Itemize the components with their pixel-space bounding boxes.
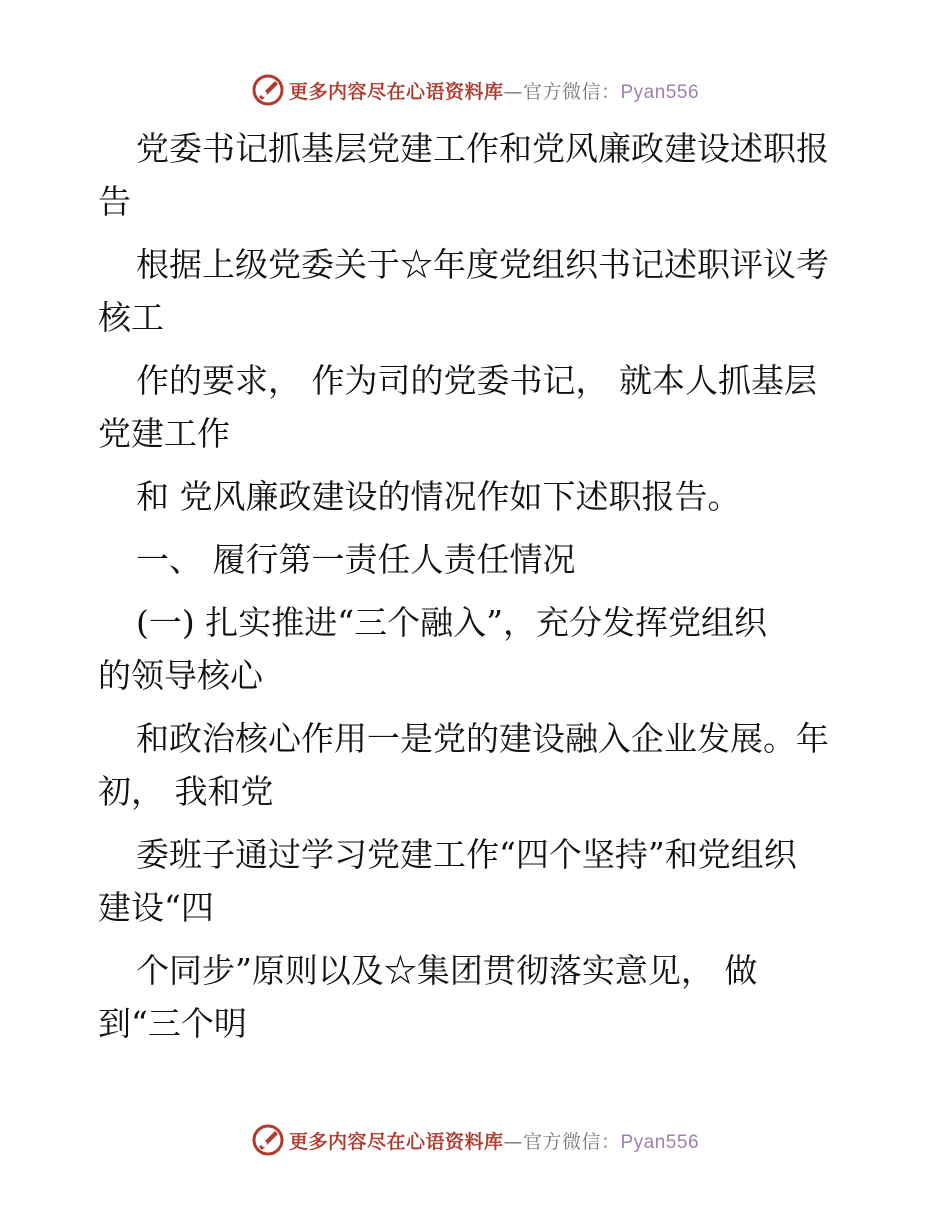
paragraph-line: 党委书记抓基层党建工作和党风廉政建设述职报 xyxy=(136,129,829,168)
paragraph-line-cont: 初， 我和党 xyxy=(98,772,274,811)
paragraph-8 xyxy=(98,828,858,934)
watermark-account: Pyan556 xyxy=(620,1131,700,1153)
paragraph-6 xyxy=(98,596,858,702)
paragraph-line: 个同步”原则以及☆集团贯彻落实意见， 做 xyxy=(136,951,758,990)
paragraph-line: 委班子通过学习党建工作“四个坚持”和党组织 xyxy=(136,835,797,874)
section-heading-1 xyxy=(98,533,858,586)
paragraph-line-cont: 建设“四 xyxy=(98,888,214,927)
paragraph-line: 作的要求， 作为司的党委书记， 就本人抓基层 xyxy=(136,361,817,400)
watermark-dash: — xyxy=(503,1130,523,1153)
footer-watermark-banner xyxy=(0,1120,950,1160)
paragraph-line: 一、 履行第一责任人责任情况 xyxy=(136,540,576,579)
watermark-dash: — xyxy=(503,80,523,103)
paragraph-1 xyxy=(98,122,858,228)
watermark-account: Pyan556 xyxy=(620,81,700,103)
paragraph-line-cont: 的领导核心 xyxy=(98,656,263,695)
paragraph-line-cont: 党建工作 xyxy=(98,414,230,453)
paragraph-line-cont: 到“三个明 xyxy=(98,1004,247,1043)
watermark-mid: 官方微信： xyxy=(522,1130,621,1153)
paragraph-line: 根据上级党委关于☆年度党组织书记述职评议考 xyxy=(136,245,829,284)
paragraph-line-cont: 核工 xyxy=(98,298,164,337)
watermark-main: 更多内容尽在心语资料库 xyxy=(288,80,504,103)
paragraph-line: 和政治核心作用一是党的建设融入企业发展。年 xyxy=(136,719,829,758)
pen-logo-icon xyxy=(251,73,285,107)
watermark-main: 更多内容尽在心语资料库 xyxy=(288,1130,504,1153)
paragraph-line-cont: 告 xyxy=(98,182,131,221)
paragraph-line: 和 党风廉政建设的情况作如下述职报告。 xyxy=(136,477,741,516)
header-watermark-banner xyxy=(0,70,950,110)
paragraph-7 xyxy=(98,712,858,818)
watermark-text xyxy=(289,77,699,104)
paragraph-2 xyxy=(98,238,858,344)
paragraph-4 xyxy=(98,470,858,523)
watermark-mid: 官方微信： xyxy=(522,80,621,103)
document-body xyxy=(98,122,858,1060)
paragraph-3 xyxy=(98,354,858,460)
paragraph-9 xyxy=(98,944,858,1050)
paragraph-line: (一) 扎实推进“三个融入”，充分发挥党组织 xyxy=(136,603,767,642)
pen-logo-icon xyxy=(251,1123,285,1157)
watermark-text xyxy=(289,1127,699,1154)
